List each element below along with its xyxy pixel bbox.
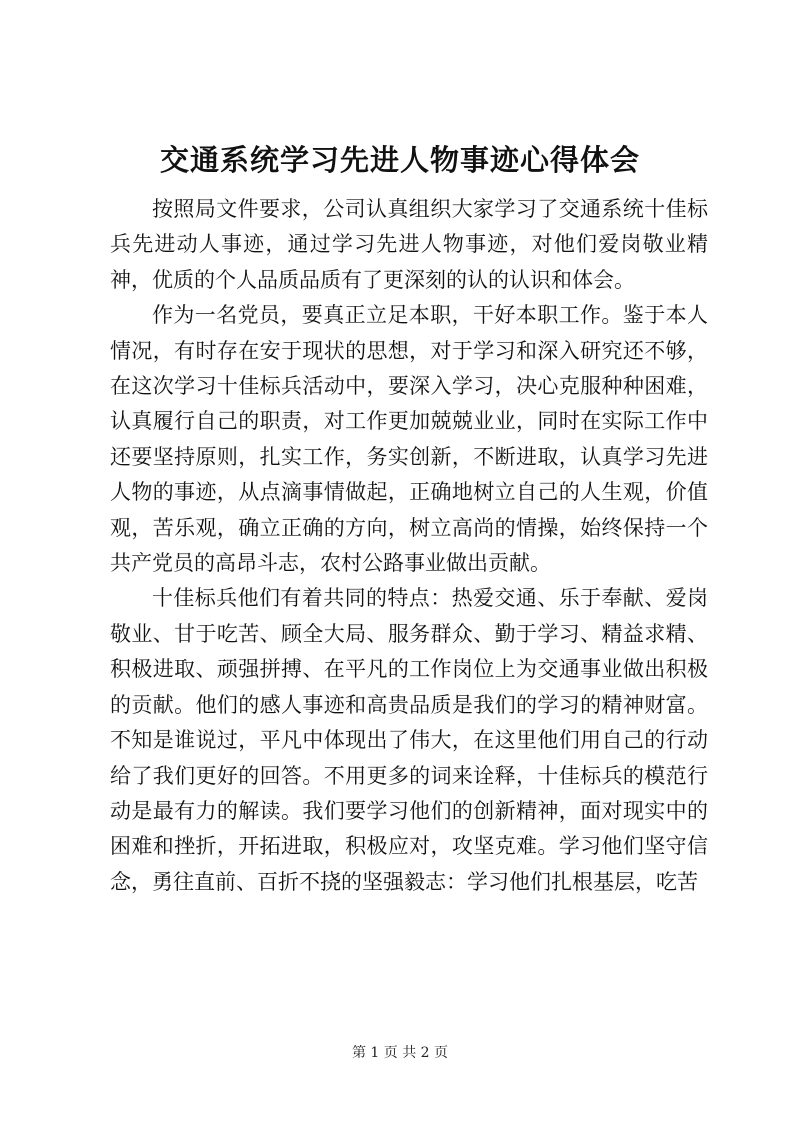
document-title: 交通系统学习先进人物事迹心得体会	[159, 143, 640, 177]
paragraph-1: 按照局文件要求，公司认真组织大家学习了交通系统十佳标兵先进动人事迹，通过学习先进人物事迹，对他们爱岗敬业精神，优质的个人品质品质有了更深刻的认的认识和体会。	[110, 197, 708, 292]
paragraph-3: 十佳标兵他们有着共同的特点：热爱交通、乐于奉献、爱岗敬业、甘于吃苦、顾全大局、服务群众、勤于学习、精益求精、积极进取、顽强拼搏、在平凡的工作岗位上为交通事业做出积极的贡献。他们的感人事迹和高贵品质是我们的学习的精神财富。不知是谁说过，平凡中体现出了伟大，在这里他们用自己的行动给了我们更好的回答。不用更多的词来诠释，十佳标兵的模范行动是最有力的解读。我们要学习他们的创新精神，面对现实中的困难和挫折，开拓进取，积极应对，攻坚克难。学习他们坚守信念，勇往直前、百折不挠的坚强毅志：学习他们扎根基层，吃苦	[110, 586, 708, 894]
page-number-footer: 第 1 页 共 2 页	[351, 1045, 449, 1061]
paragraph-2: 作为一名党员，要真正立足本职，干好本职工作。鉴于本人情况，有时存在安于现状的思想，对于学习和深入研究还不够，在这次学习十佳标兵活动中，要深入学习，决心克服种种困难，认真履行自己的职责，对工作更加兢兢业业，同时在实际工作中还要坚持原则，扎实工作，务实创新，不断进取，认真学习先进人物的事迹，从点滴事情做起，正确地树立自己的人生观，价值观，苦乐观，确立正确的方向，树立高尚的情操，始终保持一个共产党员的高昂斗志，农村公路事业做出贡献。	[110, 303, 708, 576]
document-body	[110, 192, 708, 900]
